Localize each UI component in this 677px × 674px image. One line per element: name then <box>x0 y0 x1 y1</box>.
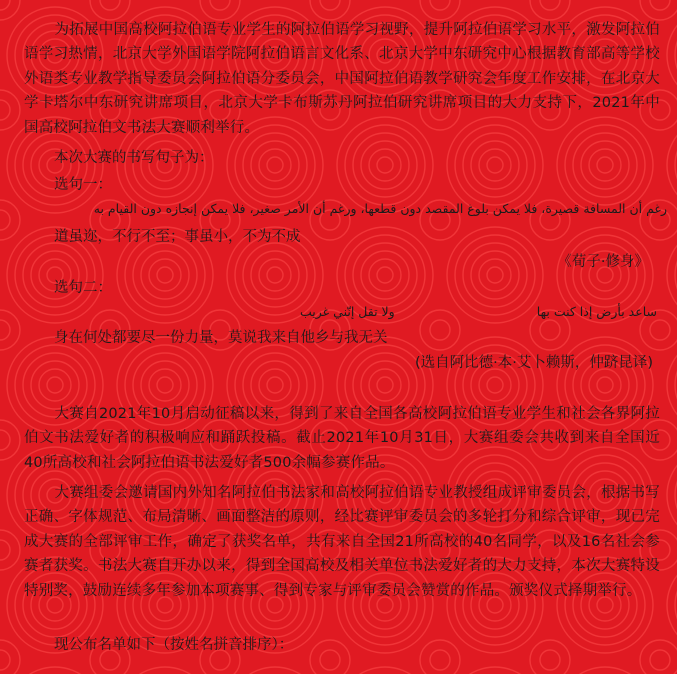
sentences-intro: 本次大赛的书写句子为： <box>54 150 214 166</box>
option2-chinese: 身在何处都要尽一份力量，莫说我来自他乡与我无关 <box>54 330 388 346</box>
intro-paragraph: 为拓展中国高校阿拉伯语专业学生的阿拉伯语学习视野，提升阿拉伯语学习水平，激发阿拉伯语学习热情，北京大学外国语学院阿拉伯语言文化系、北京大学中东研究中心根据教育部高等学校外语类专业教学指导委员会阿拉伯语分委员会，中国阿拉伯语教学研究会年度工作安排，在北京大学卡塔尔中东研究讲席项目，北京大学卡布斯苏丹阿拉伯研究讲席项目的大力支持下，2021年中国高校阿拉伯文书法大赛顺利举行。 <box>24 22 660 136</box>
option2-source: (选自阿比德·本·艾卜赖斯，仲跻昆译) <box>414 355 653 371</box>
option1-chinese: 道虽迩，不行不至；事虽小，不为不成 <box>54 229 301 245</box>
option1-arabic: رغم أن المسافة قصيرة، فلا يمكن بلوغ المقصد دون قطعها، ورغم أن الأمر صغير، فلا يمكن إنجازه دون القيام به <box>93 201 667 216</box>
option2-arabic-right: ساعد بأرض إذا كنت بها <box>536 304 657 319</box>
judging-paragraph: 大赛组委会邀请国内外知名阿拉伯书法家和高校阿拉伯语专业教授组成评审委员会，根据书写正确、字体规范、布局清晰、画面整洁的原则，经比赛评审委员会的多轮打分和综合评审，现已完成大赛的全部评审工作，确定了获奖名单，共有来自全国21所高校的40名同学，以及16名社会参赛者获奖。书法大赛自开办以来，得到全国高校及相关单位书法爱好者的大力支持，本次大赛特设特别奖，鼓励连续多年参加本项赛事、得到专家与评审委员会赞赏的作品。颁奖仪式择期举行。 <box>24 485 660 599</box>
option1-label: 选句一： <box>54 177 112 193</box>
list-intro: 现公布名单如下（按姓名拼音排序）： <box>54 637 294 653</box>
option2-arabic-left: ولا تقل إنّني غريب <box>300 304 395 319</box>
collection-paragraph: 大赛自2021年10月启动征稿以来，得到了来自全国各高校阿拉伯语专业学生和社会各界阿拉伯文书法爱好者的积极响应和踊跃投稿。截止2021年10月31日，大赛组委会共收到来自全国近40所高校和社会阿拉伯语书法爱好者500余幅参赛作品。 <box>24 406 660 471</box>
option1-source: 《荀子·修身》 <box>557 254 649 270</box>
option2-label: 选句二： <box>54 280 112 296</box>
